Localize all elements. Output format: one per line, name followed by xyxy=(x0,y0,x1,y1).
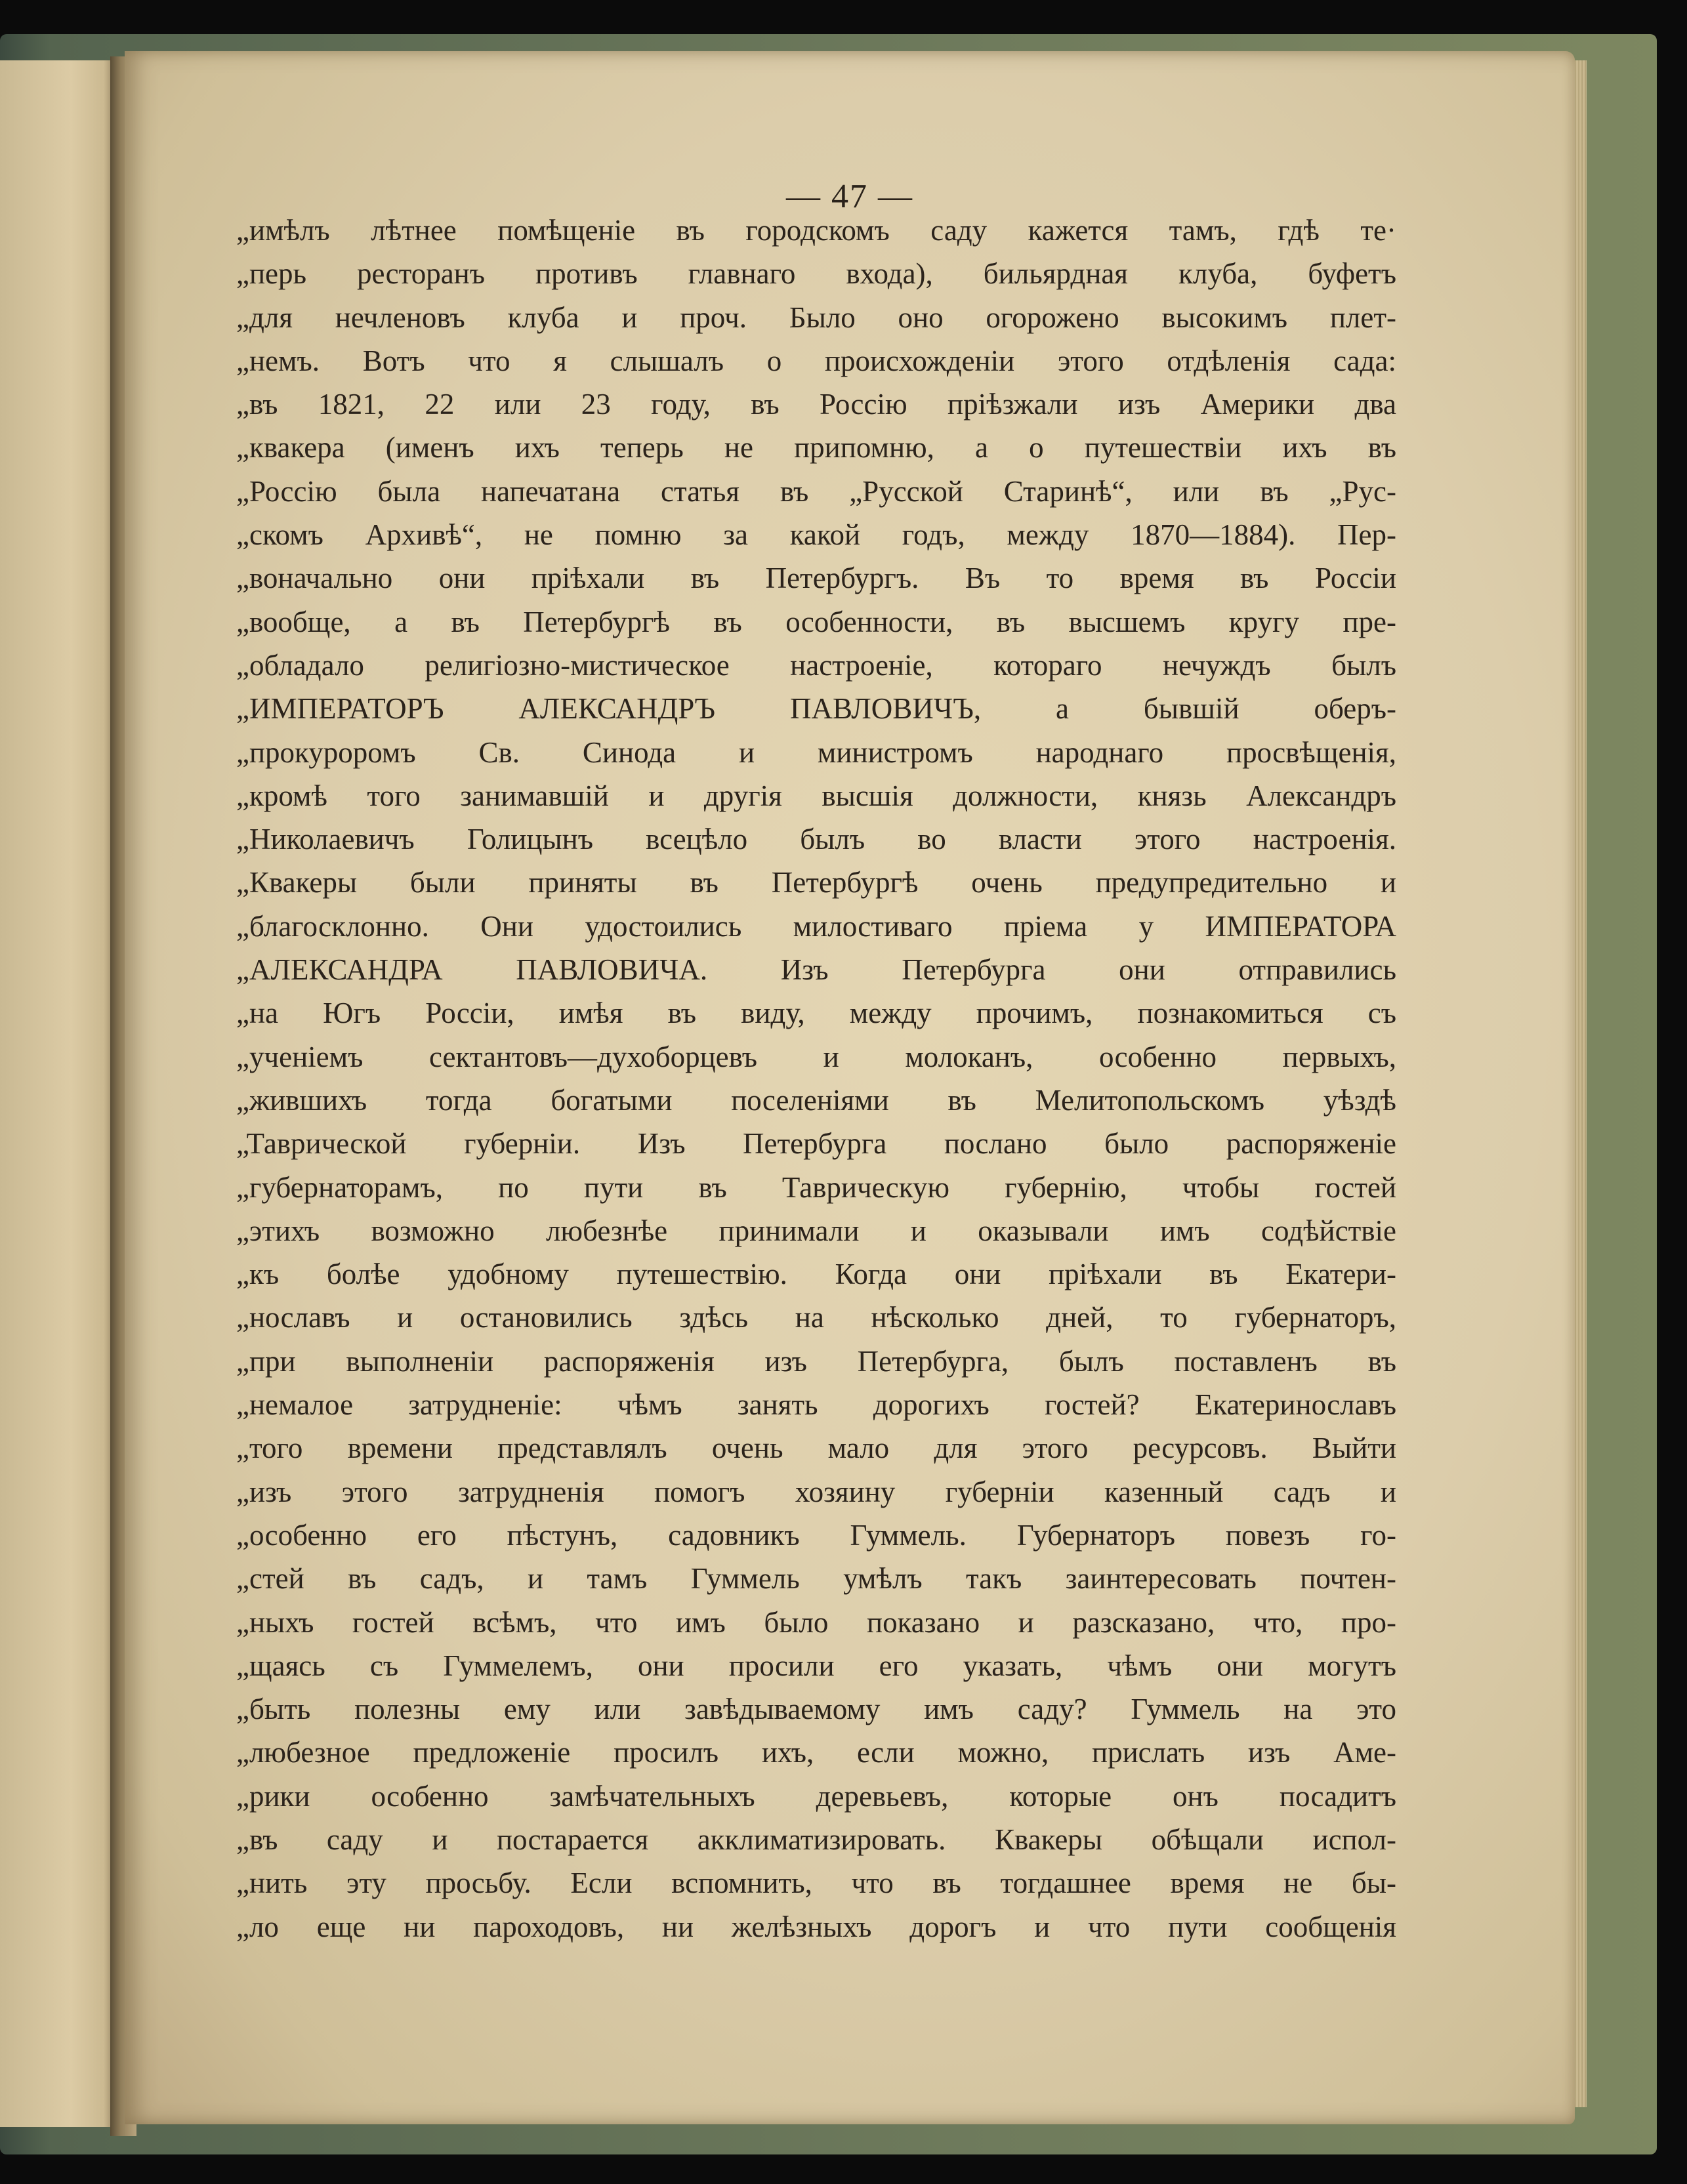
text-line: „обладало религіозно-мистическое настроеніе, котораго нечуждъ былъ xyxy=(236,648,1396,682)
text-line: „ученіемъ сектантовъ—духоборцевъ и молоканъ, особенно первыхъ, xyxy=(236,1040,1396,1073)
page-edges xyxy=(1573,60,1587,2107)
text-line: „воначально они пріѣхали въ Петербургъ. Въ то время въ Россіи xyxy=(236,562,1396,595)
text-line: „Россію была напечатана статья въ „Русской Старинѣ“, или въ „Рус- xyxy=(236,474,1396,508)
text-line: „имѣлъ лѣтнее помѣщеніе въ городскомъ саду кажется тамъ, гдѣ те· xyxy=(236,214,1396,247)
text-line: „жившихъ тогда богатыми поселеніями въ Мелитопольскомъ уѣздѣ xyxy=(236,1083,1396,1117)
left-facing-page xyxy=(0,60,118,2127)
text-line: „немъ. Вотъ что я слышалъ о происхожденіи этого отдѣленія сада: xyxy=(236,344,1396,377)
text-line: „скомъ Архивѣ“, не помню за какой годъ, между 1870—1884). Пер- xyxy=(236,518,1396,552)
text-line: „къ болѣе удобному путешествію. Когда они пріѣхали въ Екатери- xyxy=(236,1258,1396,1291)
text-line: „нить эту просьбу. Если вспомнить, что въ тогдашнее время не бы- xyxy=(236,1866,1396,1900)
text-line: „немалое затрудненіе: чѣмъ занять дорогихъ гостей? Екатеринославъ xyxy=(236,1388,1396,1422)
text-line: „любезное предложеніе просилъ ихъ, если можно, прислать изъ Аме- xyxy=(236,1736,1396,1769)
text-line: „щаясь съ Гуммелемъ, они просили его указать, чѣмъ они могутъ xyxy=(236,1649,1396,1682)
text-line: „при выполненіи распоряженія изъ Петербурга, былъ поставленъ въ xyxy=(236,1344,1396,1378)
text-line: „быть полезны ему или завѣдываемому имъ саду? Гуммель на это xyxy=(236,1693,1396,1726)
page-body-text xyxy=(236,209,1396,1948)
text-line: „стей въ садъ, и тамъ Гуммель умѣлъ такъ заинтересовать почтен- xyxy=(236,1562,1396,1596)
text-line: „въ 1821, 22 или 23 году, въ Россію пріѣзжали изъ Америки два xyxy=(236,388,1396,421)
text-line: „ныхъ гостей всѣмъ, что имъ было показано и разсказано, что, про- xyxy=(236,1605,1396,1639)
text-line: „перь ресторанъ противъ главнаго входа), бильярдная клуба, буфетъ xyxy=(236,257,1396,291)
text-line: „для нечленовъ клуба и проч. Было оно огорожено высокимъ плет- xyxy=(236,300,1396,334)
text-line: „вообще, а въ Петербургѣ въ особенности, въ высшемъ кругу пре- xyxy=(236,605,1396,638)
text-line: „ИМПЕРАТОРЪ АЛЕКСАНДРЪ ПАВЛОВИЧЪ, а бывшій оберъ- xyxy=(236,692,1396,726)
text-line: „рики особенно замѣчательныхъ деревьевъ, которые онъ посадитъ xyxy=(236,1779,1396,1813)
text-line: „нославъ и остановились здѣсь на нѣсколько дней, то губернаторъ, xyxy=(236,1301,1396,1334)
text-line: „губернаторамъ, по пути въ Таврическую губернію, чтобы гостей xyxy=(236,1170,1396,1204)
text-line: „въ саду и постарается акклиматизировать. Квакеры обѣщали испол- xyxy=(236,1823,1396,1856)
text-line: „Таврической губерніи. Изъ Петербурга послано было распоряженіе xyxy=(236,1127,1396,1161)
text-line: „того времени представлялъ очень мало для этого ресурсовъ. Выйти xyxy=(236,1432,1396,1465)
text-line: „ло еще ни пароходовъ, ни желѣзныхъ дорогъ и что пути сообщенія xyxy=(236,1910,1396,1943)
text-line: „АЛЕКСАНДРА ПАВЛОВИЧА. Изъ Петербурга они отправились xyxy=(236,953,1396,987)
text-line: „благосклонно. Они удостоились милостиваго пріема у ИМПЕРАТОРА xyxy=(236,909,1396,943)
text-line: „особенно его пѣстунъ, садовникъ Гуммель. Губернаторъ повезъ го- xyxy=(236,1518,1396,1552)
text-line: „кромѣ того занимавшій и другія высшія должности, князь Александръ xyxy=(236,779,1396,812)
text-line: „прокуроромъ Св. Синода и министромъ народнаго просвѣщенія, xyxy=(236,735,1396,769)
page-number: — 47 — xyxy=(786,178,913,215)
text-line: „этихъ возможно любезнѣе принимали и оказывали имъ содѣйствіе xyxy=(236,1214,1396,1247)
text-line: „изъ этого затрудненія помогъ хозяину губерніи казенный садъ и xyxy=(236,1475,1396,1508)
text-line: „на Югъ Россіи, имѣя въ виду, между прочимъ, познакомиться съ xyxy=(236,997,1396,1030)
text-line: „квакера (именъ ихъ теперь не припомню, а о путешествіи ихъ въ xyxy=(236,431,1396,464)
text-line: „Квакеры были приняты въ Петербургѣ очень предупредительно и xyxy=(236,866,1396,899)
text-line: „Николаевичъ Голицынъ всецѣло былъ во власти этого настроенія. xyxy=(236,823,1396,856)
